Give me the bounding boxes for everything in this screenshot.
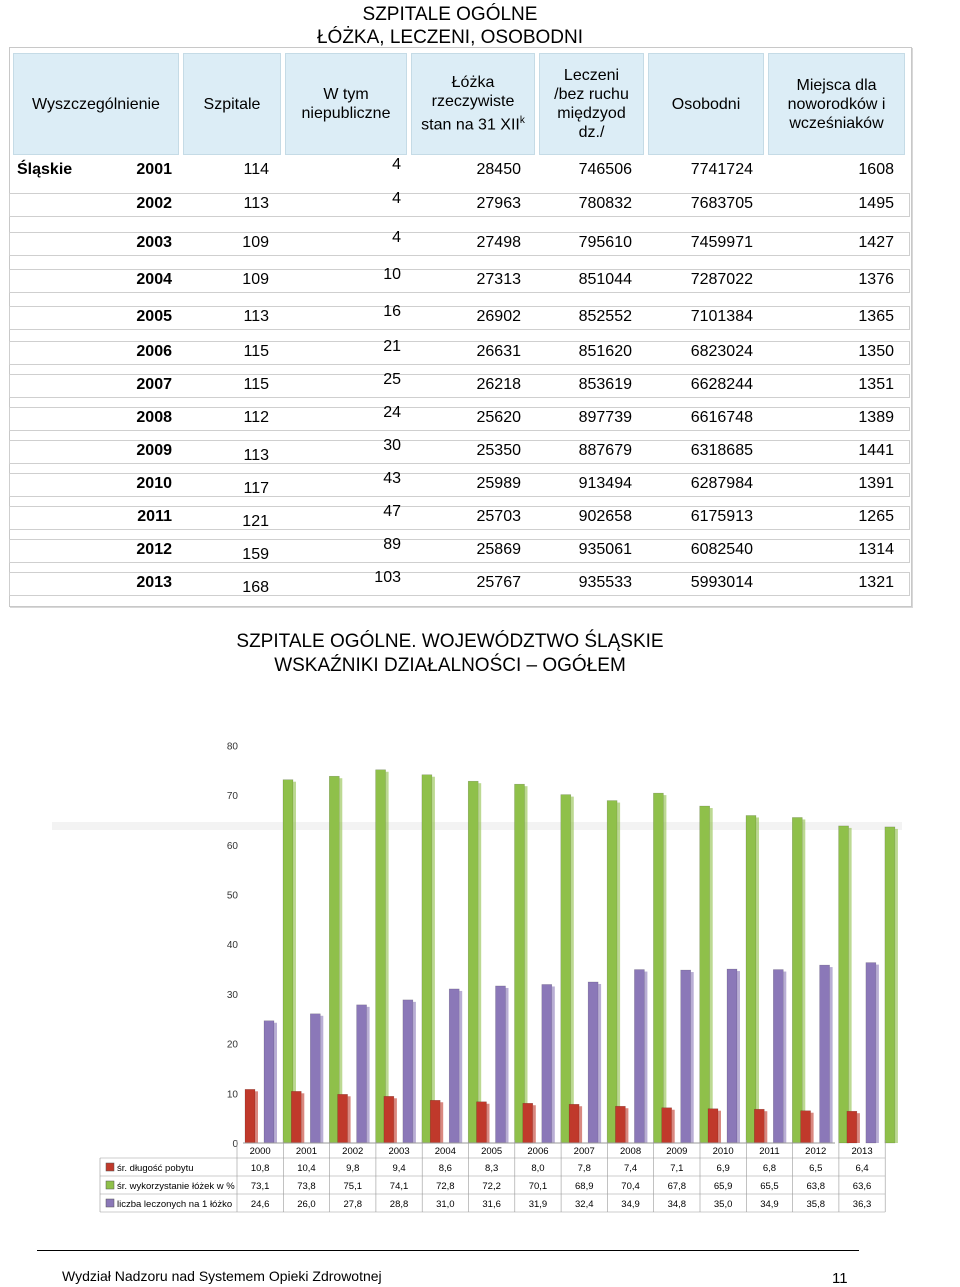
- year-cell: 2013: [136, 574, 172, 591]
- table-row: [9, 156, 910, 187]
- year-cell: 2006: [136, 343, 172, 360]
- data-label: 7,8: [577, 1163, 591, 1174]
- bar-side: [394, 1098, 397, 1143]
- header-cell-hospitals: [183, 53, 281, 155]
- data-label: 7,4: [623, 1163, 638, 1174]
- page-subtitle: ŁÓŻKA, LECZENI, OSOBODNI: [316, 27, 584, 48]
- year-cell: 2001: [136, 161, 172, 178]
- bar-side: [348, 1096, 351, 1143]
- table-row: [9, 190, 910, 221]
- bar-occupancy-2003: [422, 775, 432, 1143]
- y-tick-label: 80: [226, 741, 238, 753]
- infant-places-cell: 1389: [858, 409, 894, 426]
- bar-stay-2009: [662, 1108, 672, 1143]
- bar-occupancy-2004: [468, 781, 478, 1143]
- year-cell: 2003: [136, 234, 172, 251]
- bar-side: [849, 828, 852, 1143]
- table-row: [9, 569, 910, 600]
- bar-stay-2005: [477, 1102, 487, 1143]
- beds-cell: 25989: [476, 475, 521, 492]
- data-label: 72,2: [482, 1181, 501, 1192]
- legend-label: śr. długość pobytu: [117, 1163, 194, 1174]
- patient-days-cell: 7741724: [690, 161, 753, 178]
- bar-side: [691, 972, 694, 1143]
- beds-cell: 25350: [476, 442, 521, 459]
- bar-side: [320, 1016, 323, 1143]
- table-row: [9, 303, 910, 334]
- x-category-label: 2004: [434, 1146, 456, 1157]
- bar-side: [255, 1091, 258, 1143]
- private-cell: 89: [383, 536, 401, 553]
- bar-stay-2002: [338, 1094, 348, 1143]
- infant-places-cell: 1495: [858, 195, 894, 212]
- bar-side: [802, 819, 805, 1143]
- bar-occupancy-2009: [700, 806, 710, 1143]
- bar-treated-2005: [496, 986, 506, 1143]
- hospitals-cell: 109: [242, 234, 269, 251]
- bar-occupancy-2010: [746, 815, 756, 1143]
- bar-side: [895, 829, 898, 1143]
- infant-places-cell: 1441: [858, 442, 894, 459]
- data-label: 6,9: [716, 1163, 730, 1174]
- treated-cell: 746506: [578, 161, 632, 178]
- patient-days-cell: 7101384: [690, 308, 753, 325]
- year-cell: 2007: [136, 376, 172, 393]
- header-label: Szpitale: [203, 95, 261, 113]
- private-cell: 10: [383, 266, 401, 283]
- data-label: 27,8: [343, 1199, 362, 1210]
- bar-side: [552, 986, 555, 1143]
- hospitals-cell: 117: [243, 480, 269, 497]
- bar-treated-2010: [727, 969, 737, 1143]
- bar-treated-2006: [542, 984, 552, 1143]
- bar-occupancy-2005: [515, 784, 525, 1143]
- table-row: [9, 266, 910, 297]
- data-label: 72,8: [436, 1181, 455, 1192]
- beds-cell: 25620: [476, 409, 521, 426]
- hospitals-cell: 121: [242, 513, 269, 530]
- bar-side: [487, 1104, 490, 1143]
- treated-cell: 852552: [578, 308, 632, 325]
- bar-chart: [0, 700, 960, 1220]
- x-category-label: 2007: [573, 1146, 595, 1157]
- patient-days-cell: 7683705: [690, 195, 753, 212]
- beds-cell: 26902: [476, 308, 521, 325]
- header-label: W tym niepubliczne: [301, 86, 391, 122]
- x-category-label: 2012: [805, 1146, 827, 1157]
- hospitals-cell: 113: [243, 447, 269, 464]
- data-label: 32,4: [575, 1199, 594, 1210]
- patient-days-cell: 6823024: [690, 343, 753, 360]
- y-tick-label: 60: [226, 840, 238, 852]
- bar-side: [274, 1023, 277, 1143]
- infant-places-cell: 1365: [858, 308, 894, 325]
- private-cell: 4: [392, 156, 401, 173]
- treated-cell: 853619: [578, 376, 632, 393]
- data-label: 63,6: [852, 1181, 872, 1192]
- y-tick-label: 10: [226, 1089, 238, 1101]
- y-tick-label: 70: [226, 791, 238, 803]
- data-label: 63,8: [806, 1181, 825, 1192]
- bar-side: [710, 808, 713, 1143]
- x-category-label: 2005: [481, 1146, 503, 1157]
- data-label: 8,3: [485, 1163, 499, 1174]
- bar-side: [432, 777, 435, 1143]
- bar-occupancy-2002: [376, 770, 386, 1143]
- header-cell-beds: [411, 53, 535, 155]
- bar-stay-2004: [430, 1100, 440, 1143]
- year-cell: 2009: [136, 442, 172, 459]
- bar-treated-2012: [820, 965, 830, 1143]
- table-row: [9, 404, 910, 435]
- y-tick-label: 30: [226, 989, 238, 1001]
- bar-side: [301, 1093, 304, 1143]
- bar-occupancy-2011: [792, 817, 802, 1143]
- data-label: 8,6: [438, 1163, 452, 1174]
- patient-days-cell: 6628244: [690, 376, 753, 393]
- hospitals-cell: 109: [242, 271, 269, 288]
- patient-days-cell: 6318685: [690, 442, 753, 459]
- bar-side: [525, 786, 528, 1143]
- year-cell: 2008: [136, 409, 172, 426]
- treated-cell: 902658: [578, 508, 632, 525]
- beds-cell: 27963: [476, 195, 521, 212]
- bar-treated-2002: [357, 1005, 367, 1143]
- bar-stay-2013: [847, 1111, 857, 1143]
- header-label: [418, 73, 528, 134]
- bar-occupancy-2013: [885, 827, 895, 1143]
- data-label: 9,4: [392, 1163, 406, 1174]
- private-cell: 43: [383, 470, 401, 487]
- legend-swatch: [106, 1199, 114, 1207]
- treated-cell: 913494: [578, 475, 632, 492]
- bar-stay-2011: [754, 1109, 764, 1143]
- data-label: 35,8: [806, 1199, 825, 1210]
- treated-cell: 887679: [578, 442, 632, 459]
- data-label: 70,4: [621, 1181, 640, 1192]
- bar-stay-2010: [708, 1109, 718, 1143]
- data-label: 34,9: [621, 1199, 640, 1210]
- bar-side: [339, 778, 342, 1143]
- page-number: 11: [832, 1270, 848, 1287]
- data-label: 6,5: [809, 1163, 823, 1174]
- patient-days-cell: 7287022: [690, 271, 753, 288]
- bar-side: [718, 1111, 721, 1143]
- hospitals-cell: 115: [243, 343, 269, 360]
- infant-places-cell: 1350: [858, 343, 894, 360]
- infant-places-cell: 1351: [858, 376, 894, 393]
- bar-side: [478, 783, 481, 1143]
- treated-cell: 851620: [578, 343, 632, 360]
- x-category-label: 2003: [388, 1146, 410, 1157]
- private-cell: 16: [383, 303, 401, 320]
- bar-side: [367, 1007, 370, 1143]
- bar-side: [598, 984, 601, 1143]
- bar-treated-2000: [264, 1021, 274, 1143]
- bar-side: [672, 1110, 675, 1143]
- infant-places-cell: 1321: [858, 574, 894, 591]
- treated-cell: 780832: [578, 195, 632, 212]
- bar-stay-2006: [523, 1103, 533, 1143]
- bar-side: [876, 965, 879, 1143]
- infant-places-cell: 1376: [858, 271, 894, 288]
- bar-side: [571, 797, 574, 1143]
- bar-occupancy-2007: [607, 801, 617, 1143]
- x-category-label: 2006: [527, 1146, 549, 1157]
- table-row: [9, 371, 910, 402]
- bar-treated-2009: [681, 970, 691, 1143]
- x-category-label: 2011: [759, 1146, 780, 1157]
- bar-stay-2001: [291, 1091, 301, 1143]
- beds-cell: 26218: [476, 376, 521, 393]
- bar-treated-2001: [310, 1014, 320, 1143]
- data-label: 70,1: [528, 1181, 548, 1192]
- data-label: 26,0: [297, 1199, 316, 1210]
- hospitals-cell: 168: [242, 579, 269, 596]
- data-label: 73,8: [297, 1181, 316, 1192]
- table-row: [9, 503, 910, 534]
- header-label: Osobodni: [671, 95, 741, 113]
- bar-side: [756, 817, 759, 1143]
- x-category-label: 2013: [851, 1146, 873, 1157]
- x-category-label: 2008: [619, 1146, 642, 1157]
- private-cell: 103: [374, 569, 401, 586]
- bar-occupancy-2000: [283, 780, 293, 1143]
- bar-side: [857, 1113, 860, 1143]
- bar-side: [811, 1113, 814, 1143]
- private-cell: 25: [383, 371, 401, 388]
- data-label: 31,9: [528, 1199, 548, 1210]
- data-label: 35,0: [713, 1199, 733, 1210]
- patient-days-cell: 6175913: [690, 508, 753, 525]
- bar-side: [459, 991, 462, 1143]
- legend-swatch: [106, 1181, 114, 1189]
- hospitals-cell: 113: [243, 308, 269, 325]
- header-cell-infant-places: [768, 53, 905, 155]
- hospitals-cell: 112: [243, 409, 269, 426]
- beds-cell: 27498: [476, 234, 521, 251]
- data-label: 36,3: [852, 1199, 872, 1210]
- data-label: 34,8: [667, 1199, 687, 1210]
- data-label: 65,5: [760, 1181, 779, 1192]
- private-cell: 4: [392, 229, 401, 246]
- x-category-label: 2010: [712, 1146, 734, 1157]
- y-tick-label: 40: [226, 940, 238, 952]
- infant-places-cell: 1265: [858, 508, 894, 525]
- table-row: [9, 470, 910, 501]
- table-row: [9, 437, 910, 468]
- bar-stay-2008: [615, 1106, 625, 1143]
- treated-cell: 897739: [578, 409, 632, 426]
- bar-treated-2013: [866, 963, 876, 1143]
- bar-treated-2003: [403, 1000, 413, 1143]
- header-label-text: Łóżka rzeczywiste stan na 31 XII: [421, 74, 520, 134]
- private-cell: 30: [383, 437, 401, 454]
- x-category-label: 2000: [249, 1146, 271, 1157]
- y-tick-label: 20: [226, 1039, 238, 1051]
- table-row: [9, 229, 910, 260]
- bar-stay-2000: [245, 1089, 255, 1143]
- header-cell-description: [13, 53, 179, 155]
- footer-divider: [37, 1250, 859, 1251]
- bar-occupancy-2006: [561, 795, 571, 1143]
- patient-days-cell: 6287984: [690, 475, 753, 492]
- data-label: 34,9: [760, 1199, 779, 1210]
- bar-side: [737, 971, 740, 1143]
- legend-label: śr. wykorzystanie łóżek w %: [117, 1181, 235, 1192]
- bar-side: [533, 1105, 536, 1143]
- data-label: 31,6: [482, 1199, 501, 1210]
- beds-cell: 28450: [476, 161, 521, 178]
- data-label: 8,0: [531, 1163, 545, 1174]
- bar-side: [617, 803, 620, 1143]
- data-label: 31,0: [436, 1199, 455, 1210]
- beds-cell: 26631: [476, 343, 521, 360]
- infant-places-cell: 1314: [858, 541, 894, 558]
- table-row: [9, 536, 910, 567]
- chart-subtitle-text: WSKAŹNIKI DZIAŁALNOŚCI – OGÓŁEM: [274, 655, 626, 676]
- bar-side: [293, 782, 296, 1143]
- private-cell: 24: [383, 404, 401, 421]
- treated-cell: 851044: [578, 271, 632, 288]
- bar-side: [644, 972, 647, 1143]
- treated-cell: 935061: [578, 541, 632, 558]
- beds-cell: 25869: [476, 541, 521, 558]
- year-cell: 2005: [136, 308, 172, 325]
- treated-cell: 795610: [578, 234, 632, 251]
- bar-stay-2007: [569, 1104, 579, 1143]
- year-cell: 2002: [136, 195, 172, 212]
- bar-side: [579, 1106, 582, 1143]
- bar-treated-2007: [588, 982, 598, 1143]
- legend-label: liczba leczonych na 1 łóżko: [117, 1199, 233, 1210]
- data-label: 24,6: [250, 1199, 270, 1210]
- bar-occupancy-2008: [653, 793, 663, 1143]
- bar-treated-2011: [773, 970, 783, 1143]
- bar-side: [440, 1102, 443, 1143]
- hospitals-cell: 114: [243, 161, 269, 178]
- bar-side: [625, 1108, 628, 1143]
- data-label: 10,8: [250, 1163, 270, 1174]
- year-cell: 2010: [136, 475, 172, 492]
- beds-cell: 25703: [476, 508, 521, 525]
- x-category-label: 2001: [295, 1146, 318, 1157]
- header-label: Leczeni /bez ruchu międzyod dz./: [554, 67, 629, 141]
- chart-subtitle: [0, 654, 900, 677]
- bar-side: [386, 772, 389, 1143]
- private-cell: 4: [392, 190, 401, 207]
- data-label: 28,8: [389, 1199, 409, 1210]
- data-label: 73,1: [250, 1181, 270, 1192]
- hospitals-cell: 113: [243, 195, 269, 212]
- x-category-label: 2009: [666, 1146, 688, 1157]
- header-cell-patient-days: [648, 53, 764, 155]
- patient-days-cell: 6616748: [690, 409, 753, 426]
- bar-side: [830, 967, 833, 1143]
- year-cell: 2012: [136, 541, 172, 558]
- data-label: 68,9: [575, 1181, 594, 1192]
- bar-stay-2012: [801, 1111, 811, 1143]
- patient-days-cell: 5993014: [690, 574, 753, 591]
- x-category-label: 2002: [342, 1146, 364, 1157]
- header-cell-private: [285, 53, 407, 155]
- year-cell: 2004: [136, 271, 172, 288]
- bar-side: [783, 972, 786, 1143]
- infant-places-cell: 1608: [858, 161, 894, 178]
- bar-treated-2004: [449, 989, 459, 1143]
- year-cell: 2011: [137, 508, 172, 525]
- header-label: Wyszczególnienie: [32, 95, 160, 113]
- bar-side: [663, 795, 666, 1143]
- data-label: 74,1: [389, 1181, 409, 1192]
- footer-text: Wydział Nadzoru nad Systemem Opieki Zdrowotnej: [62, 1268, 382, 1284]
- data-label: 65,9: [713, 1181, 733, 1192]
- bar-side: [506, 988, 509, 1143]
- treated-cell: 935533: [578, 574, 632, 591]
- bar-treated-2008: [634, 970, 644, 1143]
- private-cell: 47: [383, 503, 401, 520]
- patient-days-cell: 7459971: [690, 234, 753, 251]
- bar-stay-2003: [384, 1096, 394, 1143]
- infant-places-cell: 1427: [858, 234, 894, 251]
- y-tick-label: 0: [232, 1139, 238, 1150]
- header-label: Miejsca dla noworodków i wcześniaków: [787, 76, 886, 132]
- hospitals-cell: 115: [243, 376, 269, 393]
- private-cell: 21: [383, 338, 401, 355]
- hospitals-cell: 159: [242, 546, 269, 563]
- data-label: 75,1: [343, 1181, 362, 1192]
- data-label: 7,1: [670, 1163, 684, 1174]
- bar-occupancy-2012: [839, 826, 849, 1143]
- beds-cell: 25767: [476, 574, 521, 591]
- patient-days-cell: 6082540: [690, 541, 753, 558]
- header-superscript: k: [519, 115, 525, 127]
- bar-side: [413, 1002, 416, 1143]
- table-row: [9, 338, 910, 369]
- page-title: SZPITALE OGÓLNE: [362, 4, 538, 25]
- data-label: 6,4: [855, 1163, 869, 1174]
- chart-title: SZPITALE OGÓLNE. WOJEWÓDZTWO ŚLĄSKIE: [236, 631, 664, 652]
- header-cell-treated: [539, 53, 644, 155]
- bar-occupancy-2001: [329, 776, 339, 1143]
- y-tick-label: 50: [226, 890, 238, 902]
- data-label: 9,8: [346, 1163, 360, 1174]
- data-label: 67,8: [667, 1181, 687, 1192]
- data-label: 6,8: [762, 1163, 777, 1174]
- region-name-cell: Śląskie: [17, 161, 73, 178]
- legend-swatch: [106, 1163, 114, 1171]
- data-label: 10,4: [297, 1163, 316, 1174]
- infant-places-cell: 1391: [858, 475, 894, 492]
- beds-cell: 27313: [476, 271, 521, 288]
- bar-side: [764, 1111, 767, 1143]
